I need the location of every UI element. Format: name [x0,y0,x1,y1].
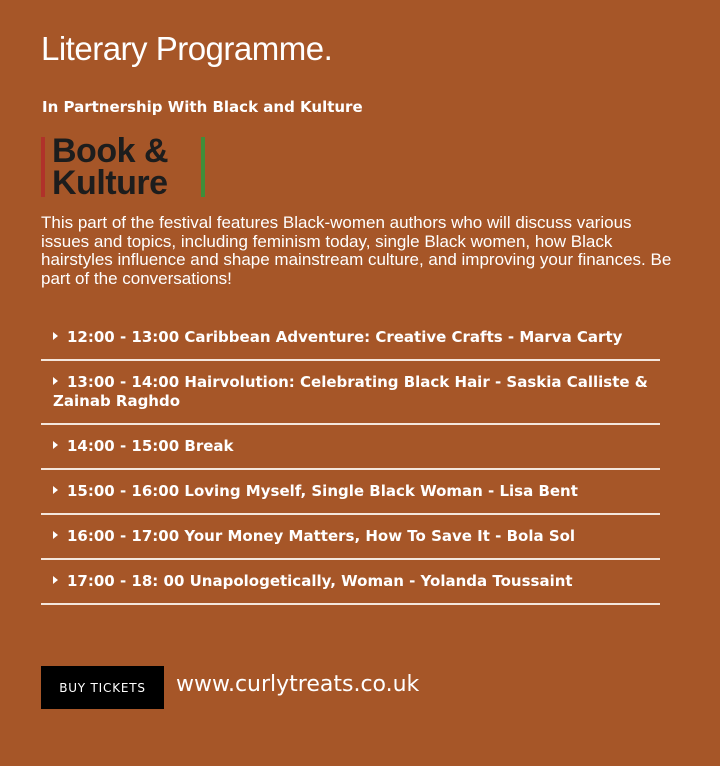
website-link[interactable]: www.curlytreats.co.uk [176,672,420,697]
schedule-item[interactable] [41,560,660,605]
schedule-item-label: 15:00 - 16:00 Loving Myself, Single Black Woman - Lisa Bent [67,482,578,500]
schedule-item[interactable] [41,515,660,560]
schedule-item[interactable] [41,425,660,470]
schedule-item-label: 13:00 - 14:00 Hairvolution: Celebrating Black Hair - Saskia Calliste & Zainab Raghdo [53,373,648,410]
partnership-subtitle: In Partnership With Black and Kulture [42,98,363,116]
schedule-item-label: 16:00 - 17:00 Your Money Matters, How To Save It - Bola Sol [67,527,576,545]
caret-right-icon [53,486,58,494]
logo-text-line2: Kulture [52,164,168,202]
caret-right-icon [53,377,58,385]
schedule-item-label: 14:00 - 15:00 Break [67,437,234,455]
caret-right-icon [53,531,58,539]
logo-red-bar [41,137,45,197]
schedule-item[interactable] [41,316,660,361]
book-and-kulture-logo [41,132,205,202]
caret-right-icon [53,332,58,340]
programme-description: This part of the festival features Black-women authors who will discuss various issues and topics, including feminism today, single Black women, how Black hairstyles influence and shape mainstream culture, and improving your finances. Be part of the conversations! [41,213,672,288]
logo-green-bar [201,137,205,197]
schedule-list [41,316,660,605]
caret-right-icon [53,441,58,449]
buy-tickets-button[interactable]: BUY TICKETS [41,666,164,709]
schedule-item-label: 17:00 - 18: 00 Unapologetically, Woman - Yolanda Toussaint [67,572,573,590]
page-title: Literary Programme. [41,30,333,67]
schedule-item-label: 12:00 - 13:00 Caribbean Adventure: Creative Crafts - Marva Carty [67,328,623,346]
schedule-item[interactable] [41,361,660,425]
logo-text-line1: Book & [52,132,168,170]
schedule-item[interactable] [41,470,660,515]
caret-right-icon [53,576,58,584]
